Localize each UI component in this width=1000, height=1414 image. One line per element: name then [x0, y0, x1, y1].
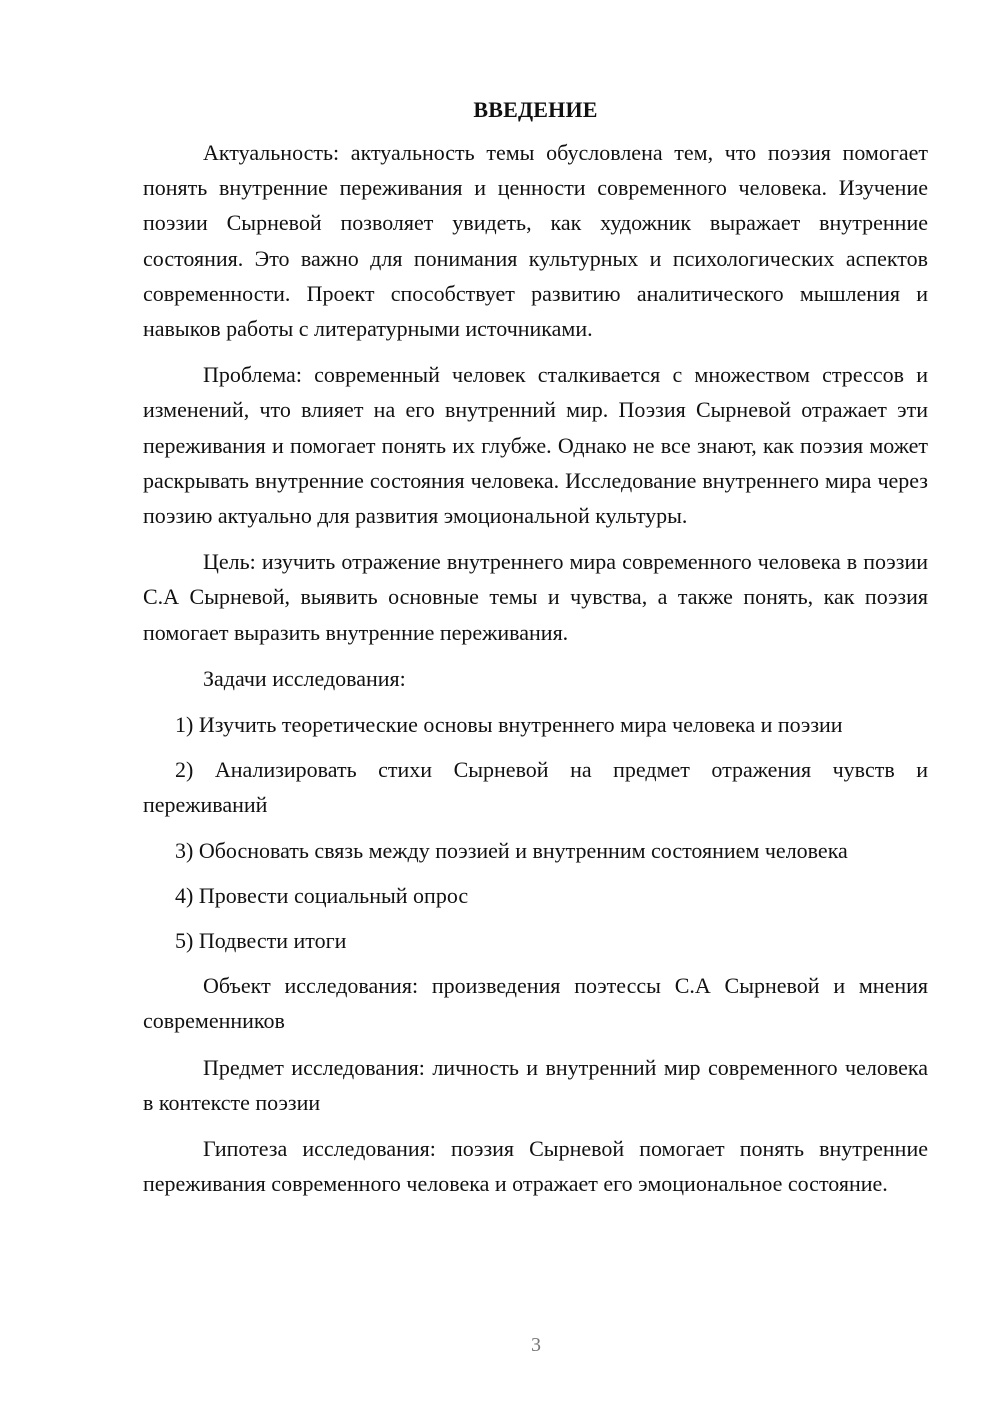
paragraph-goal: Цель: изучить отражение внутреннего мира современного человека в поэзии С.А Сырневой, выявить основные темы и чувства, а также понять, как поэзия помогает выразить внутренние переживания. [143, 549, 928, 645]
list-item: 4) Провести социальный опрос [175, 882, 469, 908]
paragraph-subject: Предмет исследования: личность и внутренний мир современного человека в контексте поэзии [143, 1054, 928, 1115]
list-item: 5) Подвести итоги [175, 928, 347, 954]
tasks-title: Задачи исследования: [203, 665, 406, 691]
paragraph-relevance: Актуальность: актуальность темы обусловлена тем, что поэзия помогает понять внутренние переживания и ценности современного человека. Изучение поэзии Сырневой позволяет увидеть, как художник выражает внутренние состояния. Это важно для понимания культурных и психологических аспектов современности. Проект способствует развитию аналитического мышления и навыков работы с литературными источниками. [143, 140, 928, 342]
paragraph-hypothesis: Гипотеза исследования: поэзия Сырневой помогает понять внутренние переживания современного человека и отражает его эмоциональное состояние. [143, 1136, 928, 1197]
page-title: ВВЕДЕНИЕ [473, 97, 598, 122]
list-item: 3) Обосновать связь между поэзией и внутренним состоянием человека [175, 837, 848, 863]
page-body [143, 95, 928, 1212]
list-item: 1) Изучить теоретические основы внутреннего мира человека и поэзии [175, 712, 843, 738]
page-number: 3 [531, 1334, 541, 1356]
paragraph-problem: Проблема: современный человек сталкивается с множеством стрессов и изменений, что влияет на его внутренний мир. Поэзия Сырневой отражает эти переживания и помогает понять их глубже. Однако не все знают, как поэзия может раскрывать внутренние состояния человека. Исследование внутреннего мира через поэзию актуально для развития эмоциональной культуры. [143, 362, 928, 529]
paragraph-object: Объект исследования: произведения поэтессы С.А Сырневой и мнения современников [143, 973, 928, 1034]
list-item: 2) Анализировать стихи Сырневой на предмет отражения чувств и переживаний [143, 757, 928, 818]
